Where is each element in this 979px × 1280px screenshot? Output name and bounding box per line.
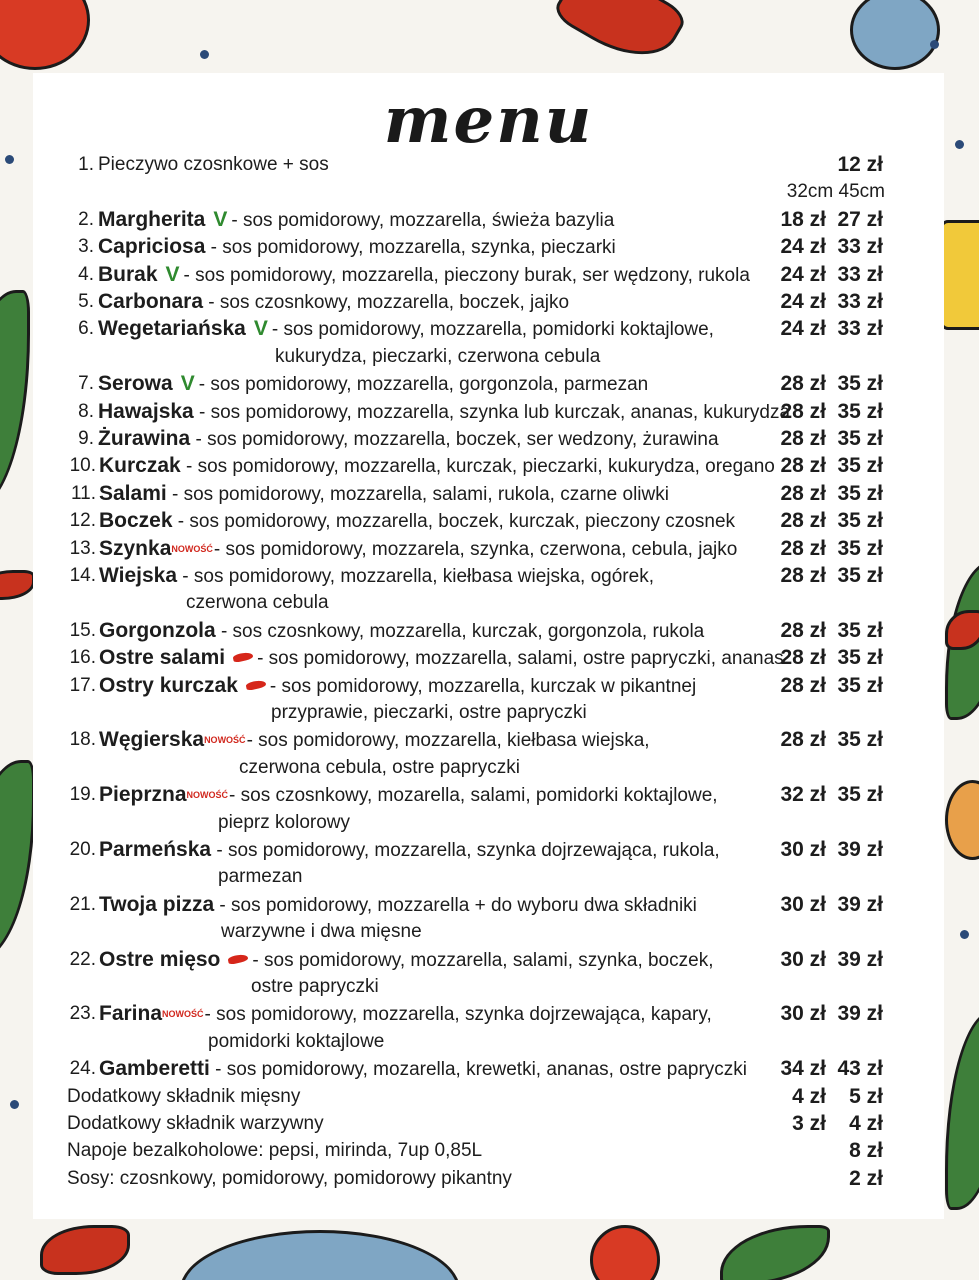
menu-item bbox=[33, 781, 944, 808]
item-ingredients: - sos czosnkowy, mozzarella, boczek, jajko bbox=[203, 292, 570, 313]
item-description-continued bbox=[33, 918, 944, 945]
item-description bbox=[99, 946, 713, 974]
item-number: 6. bbox=[78, 318, 94, 340]
chili-pepper-icon bbox=[945, 610, 979, 650]
extra-price-32cm: 3 zł bbox=[792, 1112, 826, 1135]
item-name: Farina bbox=[99, 1002, 163, 1026]
price-45cm: 27 zł bbox=[837, 207, 883, 231]
menu-item bbox=[33, 1055, 944, 1082]
leaf-icon bbox=[0, 760, 35, 960]
price-32cm: 32 zł bbox=[780, 783, 826, 807]
menu-item bbox=[33, 507, 944, 534]
menu-item bbox=[33, 617, 944, 644]
item-ingredients: - sos pomidorowy, mozzarella, kurczak, pieczarki, kukurydza, oregano bbox=[180, 456, 775, 478]
item-description-continued bbox=[33, 343, 944, 370]
price-32cm: 18 zł bbox=[780, 207, 826, 231]
item-ingredients: - sos pomidorowy, mozzarella, szynka, pieczarki bbox=[205, 237, 616, 259]
extra-price: 8 zł bbox=[849, 1139, 883, 1163]
item-number: 1. bbox=[78, 154, 94, 175]
price-45cm: 35 zł bbox=[837, 454, 883, 478]
item-number: 15. bbox=[69, 619, 96, 641]
item-description bbox=[98, 425, 719, 453]
item-name: Boczek bbox=[99, 509, 173, 533]
item-description bbox=[99, 672, 696, 700]
extra-item bbox=[33, 1137, 944, 1164]
extra-price-45cm: 5 zł bbox=[849, 1084, 883, 1108]
onion-icon bbox=[945, 780, 979, 860]
chili-pepper-icon bbox=[551, 0, 690, 75]
item-ingredients-continued: czerwona cebula bbox=[186, 592, 329, 614]
leaf-icon bbox=[0, 290, 30, 510]
item-ingredients-continued: kukurydza, pieczarki, czerwona cebula bbox=[275, 345, 601, 367]
price-45cm: 33 zł bbox=[837, 262, 883, 286]
item-description bbox=[99, 891, 697, 919]
price-32cm: 28 zł bbox=[780, 481, 826, 505]
item-name: Gamberetti bbox=[99, 1057, 210, 1081]
item-name: Capriciosa bbox=[98, 235, 206, 259]
item-description bbox=[98, 315, 714, 343]
menu-item bbox=[33, 370, 944, 397]
menu-item bbox=[33, 261, 944, 288]
menu-item bbox=[33, 562, 944, 589]
item-name: Burak bbox=[98, 262, 158, 286]
price-45cm: 39 zł bbox=[837, 947, 883, 971]
menu-item bbox=[33, 535, 944, 562]
price-45cm: 33 zł bbox=[837, 290, 883, 313]
item-number: 18. bbox=[69, 729, 96, 751]
tomato-icon bbox=[0, 0, 90, 70]
menu-item bbox=[33, 480, 944, 507]
item-name: Margherita bbox=[98, 207, 206, 231]
vegetarian-badge: V bbox=[253, 317, 268, 341]
price-45cm: 35 zł bbox=[837, 673, 883, 697]
item-name: Hawajska bbox=[98, 399, 194, 423]
item-ingredients: - sos pomidorowy, mozzarella, kiełbasa wiejska, bbox=[246, 730, 650, 752]
item-description bbox=[99, 726, 650, 754]
item-description bbox=[98, 288, 569, 316]
price-32cm: 30 zł bbox=[780, 947, 826, 971]
item-ingredients: - sos pomidorowy, mozzarella, szynka dojrzewająca, rukola, bbox=[211, 840, 720, 861]
menu-item bbox=[33, 398, 944, 425]
item-description bbox=[99, 507, 735, 535]
item-ingredients: - sos pomidorowy, mozzarella, kiełbasa wiejska, ogórek, bbox=[177, 566, 654, 587]
item-ingredients: - sos pomidorowy, mozzarella, pomidorki koktajlowe, bbox=[271, 319, 714, 341]
chili-pepper-icon bbox=[40, 1225, 130, 1275]
item-number: 7. bbox=[78, 373, 94, 395]
extra-label: Sosy: czosnkowy, pomidorowy, pomidorowy pikantny bbox=[67, 1167, 512, 1189]
item-name: Salami bbox=[99, 481, 167, 505]
item-ingredients-continued: warzywne i dwa mięsne bbox=[221, 921, 422, 943]
item-number: 19. bbox=[69, 784, 96, 806]
item-description bbox=[99, 1000, 712, 1028]
price-45cm: 39 zł bbox=[837, 1002, 883, 1026]
menu-item bbox=[33, 891, 944, 918]
extra-item bbox=[33, 1083, 944, 1110]
item-name: Wegetariańska bbox=[98, 317, 246, 341]
menu-item bbox=[33, 644, 944, 671]
item-ingredients: - sos pomidorowy, mozarella, krewetki, ananas, ostre papryczki bbox=[209, 1059, 748, 1081]
price-32cm: 24 zł bbox=[780, 262, 826, 286]
extra-item bbox=[33, 1110, 944, 1137]
item-description bbox=[99, 836, 720, 864]
price-32cm: 28 zł bbox=[780, 427, 826, 450]
item-ingredients: - sos czosnkowy, mozzarella, kurczak, gorgonzola, rukola bbox=[215, 620, 705, 642]
item-ingredients-continued: przyprawie, pieczarki, ostre papryczki bbox=[271, 702, 587, 723]
item-description bbox=[99, 452, 775, 480]
item-number: 12. bbox=[69, 510, 96, 532]
item-ingredients: - sos pomidorowy, mozzarella, kurczak w pikantnej bbox=[269, 675, 697, 697]
item-name: Żurawina bbox=[98, 427, 191, 450]
item-description bbox=[98, 206, 614, 234]
item-number: 9. bbox=[78, 428, 94, 449]
item-ingredients: - sos pomidorowy, mozzarella, pieczony burak, ser wędzony, rukola bbox=[183, 264, 750, 286]
item-description-continued bbox=[33, 1028, 944, 1055]
item-description-continued bbox=[33, 699, 944, 726]
chili-pepper-icon bbox=[245, 679, 266, 691]
item-number: 17. bbox=[69, 674, 96, 696]
price-45cm: 35 zł bbox=[837, 509, 883, 533]
price-32cm: 28 zł bbox=[780, 564, 826, 587]
item-number: 3. bbox=[78, 236, 94, 258]
new-badge: NOWOŚĆ bbox=[204, 735, 246, 746]
price-32cm: 28 zł bbox=[780, 509, 826, 533]
item-description bbox=[98, 233, 616, 261]
item-ingredients: - sos pomidorowy, mozzarella, salami, ostre papryczki, ananas bbox=[257, 648, 784, 670]
menu-item bbox=[33, 315, 944, 342]
item-number: 10. bbox=[69, 455, 96, 477]
item-name: Węgierska bbox=[99, 728, 205, 752]
chili-pepper-icon bbox=[0, 570, 35, 600]
item-description-continued bbox=[33, 809, 944, 836]
menu-title: menu bbox=[383, 83, 594, 158]
extra-label: Dodatkowy składnik warzywny bbox=[67, 1113, 324, 1134]
item-number: 8. bbox=[78, 400, 94, 422]
item-description bbox=[99, 480, 669, 508]
item-number: 21. bbox=[69, 893, 96, 915]
vegetarian-badge: V bbox=[213, 207, 228, 231]
price-32cm: 28 zł bbox=[780, 618, 826, 642]
price-32cm: 28 zł bbox=[780, 399, 826, 423]
extra-price-45cm: 4 zł bbox=[849, 1112, 883, 1135]
price: 12 zł bbox=[837, 153, 883, 176]
leaf-icon bbox=[720, 1225, 830, 1280]
price-32cm: 28 zł bbox=[780, 536, 826, 560]
item-number: 24. bbox=[69, 1058, 96, 1080]
price-32cm: 28 zł bbox=[780, 454, 826, 478]
price-45cm: 33 zł bbox=[837, 317, 883, 341]
item-number: 14. bbox=[69, 565, 96, 586]
item-description-continued bbox=[33, 863, 944, 890]
item-ingredients-continued: czerwona cebula, ostre papryczki bbox=[239, 756, 520, 778]
item-name: Parmeńska bbox=[99, 838, 212, 861]
menu-item bbox=[33, 288, 944, 315]
price-32cm: 28 zł bbox=[780, 728, 826, 752]
item-description bbox=[99, 781, 718, 809]
extra-price: 2 zł bbox=[849, 1166, 883, 1190]
menu-item bbox=[33, 726, 944, 753]
item-ingredients: - sos czosnkowy, mozarella, salami, pomidorki koktajlowe, bbox=[229, 785, 718, 807]
price-45cm: 35 zł bbox=[837, 564, 883, 587]
new-badge: NOWOŚĆ bbox=[186, 790, 229, 801]
price-45cm: 35 zł bbox=[837, 372, 883, 396]
price-32cm: 28 zł bbox=[780, 646, 826, 670]
price-32cm: 24 zł bbox=[780, 235, 826, 259]
item-ingredients: - sos pomidorowy, mozzarella, świeża bazylia bbox=[231, 209, 615, 231]
chili-pepper-icon bbox=[228, 953, 249, 965]
item-number: 20. bbox=[69, 839, 96, 860]
item-ingredients-continued: pomidorki koktajlowe bbox=[208, 1030, 385, 1052]
item-name: Pieprzna bbox=[99, 783, 187, 807]
bowl-icon bbox=[180, 1230, 460, 1280]
item-ingredients: - sos pomidorowy, mozzarela, szynka, czerwona, cebula, jajko bbox=[213, 538, 738, 560]
price-32cm: 28 zł bbox=[780, 372, 826, 396]
price-45cm: 39 zł bbox=[837, 892, 883, 916]
item-number: 5. bbox=[78, 291, 94, 312]
item-number: 2. bbox=[78, 208, 94, 230]
item-name: Ostre mięso bbox=[99, 947, 221, 971]
item-ingredients: - sos pomidorowy, mozzarella, salami, rukola, czarne oliwki bbox=[166, 483, 669, 505]
item-description-continued bbox=[33, 754, 944, 781]
price-32cm: 28 zł bbox=[780, 673, 826, 697]
item-number: 13. bbox=[69, 537, 96, 559]
price-45cm: 35 zł bbox=[837, 481, 883, 505]
item-description bbox=[99, 562, 654, 590]
new-badge: NOWOŚĆ bbox=[171, 543, 213, 554]
leaf-icon bbox=[945, 1010, 979, 1210]
item-description bbox=[98, 398, 790, 426]
item-name: Gorgonzola bbox=[99, 618, 216, 642]
item-number: 11. bbox=[70, 482, 96, 504]
price-45cm: 35 zł bbox=[837, 783, 883, 807]
item-description bbox=[99, 644, 784, 672]
item-number: 22. bbox=[69, 948, 96, 970]
vegetarian-badge: V bbox=[180, 372, 195, 396]
price-45cm: 35 zł bbox=[837, 646, 883, 670]
item-number: 23. bbox=[69, 1003, 96, 1025]
item-ingredients: - sos pomidorowy, mozzarella, szynka lub kurczak, ananas, kukurydza bbox=[193, 401, 791, 423]
item-description bbox=[98, 261, 750, 289]
item-description bbox=[98, 151, 329, 178]
item-description-continued bbox=[33, 589, 944, 616]
menu-item bbox=[33, 452, 944, 479]
item-number: 16. bbox=[69, 647, 96, 669]
item-description bbox=[99, 617, 704, 645]
vegetarian-badge: V bbox=[165, 262, 180, 286]
item-ingredients: - sos pomidorowy, mozzarella, gorgonzola, parmezan bbox=[198, 374, 649, 396]
price-32cm: 34 zł bbox=[780, 1057, 826, 1081]
price-45cm: 33 zł bbox=[837, 235, 883, 259]
price-45cm: 35 zł bbox=[837, 536, 883, 560]
item-name: Ostre salami bbox=[99, 646, 226, 670]
item-name: Twoja pizza bbox=[99, 892, 215, 916]
extra-price-32cm: 4 zł bbox=[792, 1084, 826, 1108]
menu-item bbox=[33, 233, 944, 260]
item-ingredients-continued: ostre papryczki bbox=[251, 976, 379, 997]
item-name: Szynka bbox=[99, 536, 172, 560]
menu-item bbox=[33, 946, 944, 973]
price-32cm: 24 zł bbox=[780, 317, 826, 341]
price-32cm: 30 zł bbox=[780, 892, 826, 916]
item-ingredients-continued: parmezan bbox=[218, 866, 303, 888]
price-45cm: 35 zł bbox=[837, 427, 883, 450]
menu-item bbox=[33, 836, 944, 863]
price-45cm: 35 zł bbox=[837, 399, 883, 423]
price-32cm: 30 zł bbox=[780, 838, 826, 861]
item-description bbox=[99, 1055, 747, 1083]
menu-sheet bbox=[33, 73, 944, 1219]
item-number: 4. bbox=[78, 263, 94, 285]
item-name: Serowa bbox=[98, 372, 173, 396]
item-ingredients: - sos pomidorowy, mozzarella, szynka dojrzewająca, kapary, bbox=[204, 1004, 712, 1026]
price-45cm: 35 zł bbox=[837, 618, 883, 642]
menu-item bbox=[33, 151, 944, 178]
extra-label: Dodatkowy składnik mięsny bbox=[67, 1085, 301, 1107]
item-description bbox=[98, 370, 648, 398]
item-ingredients: - sos pomidorowy, mozzarella, salami, szynka, boczek, bbox=[252, 949, 714, 971]
price-32cm: 30 zł bbox=[780, 1002, 826, 1026]
item-ingredients-continued: pieprz kolorowy bbox=[218, 811, 350, 833]
price-45cm: 39 zł bbox=[837, 838, 883, 861]
item-description-continued bbox=[33, 973, 944, 1000]
price-32cm: 24 zł bbox=[780, 290, 826, 313]
extra-item bbox=[33, 1165, 944, 1192]
item-name: Carbonara bbox=[98, 290, 204, 313]
item-ingredients: - sos pomidorowy, mozzarella, boczek, ser wedzony, żurawina bbox=[190, 429, 719, 450]
size-header: 32cm 45cm bbox=[786, 181, 885, 202]
item-name: Kurczak bbox=[99, 454, 181, 478]
menu-item bbox=[33, 672, 944, 699]
item-ingredients: - sos pomidorowy, mozzarella + do wyboru dwa składniki bbox=[214, 894, 697, 916]
item-description bbox=[99, 535, 737, 563]
menu-item bbox=[33, 1000, 944, 1027]
cheese-icon bbox=[940, 220, 979, 330]
extra-label: Napoje bezalkoholowe: pepsi, mirinda, 7up 0,85L bbox=[67, 1140, 483, 1162]
item-ingredients: - sos pomidorowy, mozzarella, boczek, kurczak, pieczony czosnek bbox=[172, 511, 736, 533]
new-badge: NOWOŚĆ bbox=[162, 1009, 204, 1020]
tomato-icon bbox=[590, 1225, 660, 1280]
pizza-cutter-icon bbox=[850, 0, 940, 70]
price-45cm: 43 zł bbox=[837, 1057, 883, 1081]
menu-item bbox=[33, 206, 944, 233]
menu-item bbox=[33, 425, 944, 452]
item-ingredients: Pieczywo czosnkowe + sos bbox=[98, 154, 329, 175]
item-name: Ostry kurczak bbox=[99, 673, 238, 697]
price-45cm: 35 zł bbox=[837, 728, 883, 752]
chili-pepper-icon bbox=[232, 651, 253, 663]
item-name: Wiejska bbox=[99, 564, 178, 587]
